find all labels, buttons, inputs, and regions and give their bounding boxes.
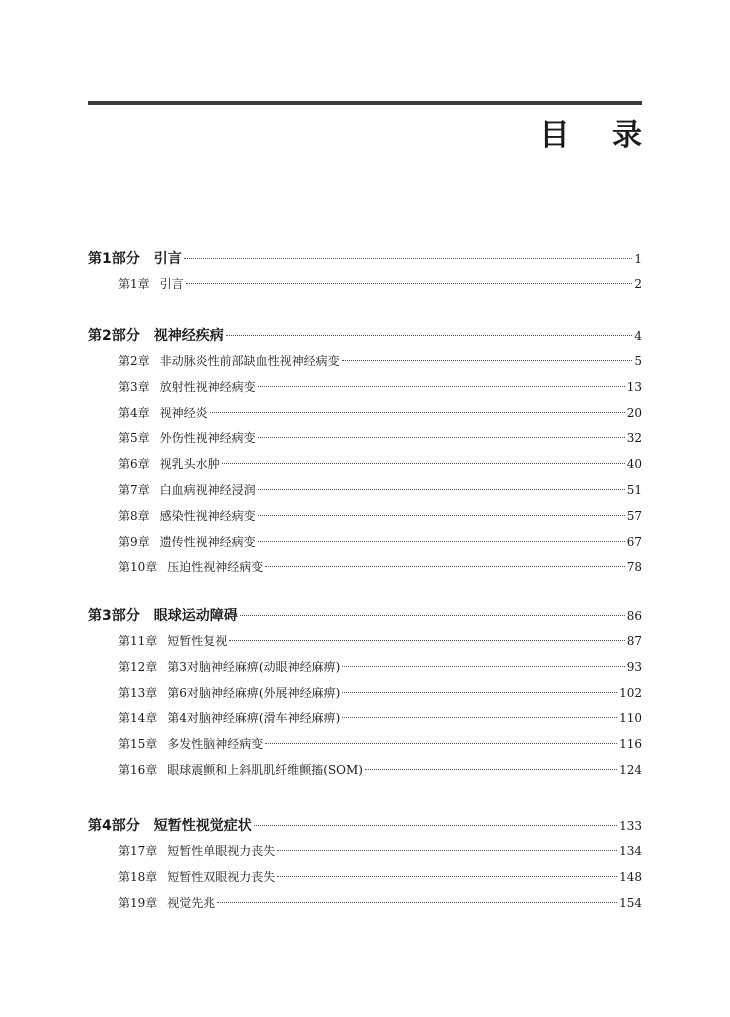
chapter-label: 第15章 xyxy=(118,737,158,752)
chapter-label: 第2章 xyxy=(118,354,150,368)
dot-leader xyxy=(184,258,633,259)
toc-chapter-row[interactable] xyxy=(118,761,642,781)
chapter-title: 视神经炎 xyxy=(159,405,208,420)
chapter-title: 放射性视神经病变 xyxy=(159,379,256,394)
toc-chapter-row[interactable] xyxy=(118,455,642,475)
chapter-label: 第3章 xyxy=(118,379,150,394)
page-title: 目 录 xyxy=(539,118,658,153)
chapter-label: 第17章 xyxy=(118,844,158,858)
part-title: 视神经疾病 xyxy=(153,328,224,344)
dot-leader xyxy=(265,566,624,567)
chapter-label: 第7章 xyxy=(118,483,150,497)
part-label: 第2部分 xyxy=(88,328,140,344)
chapter-label: 第12章 xyxy=(118,659,158,674)
chapter-label: 第5章 xyxy=(118,431,150,446)
page-number: 20 xyxy=(626,405,642,420)
page-number: 124 xyxy=(619,763,642,777)
part-label: 第1部分 xyxy=(88,251,140,267)
page-number: 5 xyxy=(634,354,642,368)
page-number: 78 xyxy=(626,560,642,575)
dot-leader xyxy=(258,489,625,490)
toc-chapter-row[interactable] xyxy=(118,632,642,652)
chapter-title: 引言 xyxy=(159,277,184,291)
chapter-title: 遗传性视神经病变 xyxy=(159,534,256,549)
chapter-title: 短暂性单眼视力丧失 xyxy=(167,844,276,858)
page-number: 4 xyxy=(634,329,642,343)
dot-leader xyxy=(342,717,617,718)
chapter-label: 第19章 xyxy=(118,895,158,910)
chapter-label: 第16章 xyxy=(118,763,158,777)
dot-leader xyxy=(342,692,617,693)
dot-leader xyxy=(342,666,624,667)
dot-leader xyxy=(258,437,625,438)
dot-leader xyxy=(258,515,625,516)
page-number: 86 xyxy=(626,609,642,623)
page-number: 1 xyxy=(634,252,642,266)
dot-leader xyxy=(277,850,617,851)
dot-leader xyxy=(365,769,617,770)
chapter-title: 外伤性视神经病变 xyxy=(159,431,256,446)
page-number: 57 xyxy=(626,508,642,523)
dot-leader xyxy=(222,463,625,464)
chapter-title: 白血病视神经浸润 xyxy=(159,483,256,497)
toc-part-row[interactable] xyxy=(88,815,642,835)
page-number: 51 xyxy=(626,483,642,497)
dot-leader xyxy=(258,541,625,542)
toc-chapter-row[interactable] xyxy=(118,352,642,372)
chapter-title: 眼球震颤和上斜肌肌纤维颤搐(SOM) xyxy=(167,763,363,777)
dot-leader xyxy=(226,335,633,336)
chapter-title: 视乳头水肿 xyxy=(159,457,220,472)
chapter-label: 第4章 xyxy=(118,405,150,420)
dot-leader xyxy=(254,825,617,826)
page-number: 2 xyxy=(634,277,642,291)
toc-chapter-row[interactable] xyxy=(118,842,642,862)
part-label: 第4部分 xyxy=(88,818,140,834)
page-number: 116 xyxy=(619,737,642,752)
page-number: 87 xyxy=(626,634,642,648)
toc-chapter-row[interactable] xyxy=(118,429,642,449)
toc-part-row[interactable] xyxy=(88,325,642,345)
chapter-label: 第14章 xyxy=(118,711,158,726)
dot-leader xyxy=(265,743,617,744)
page-number: 67 xyxy=(626,534,642,549)
chapter-title: 感染性视神经病变 xyxy=(159,508,256,523)
toc-chapter-row[interactable] xyxy=(118,658,642,678)
dot-leader xyxy=(210,412,625,413)
dot-leader xyxy=(277,876,617,877)
chapter-label: 第13章 xyxy=(118,685,158,700)
chapter-label: 第18章 xyxy=(118,869,158,884)
chapter-title: 第4对脑神经麻痹(滑车神经麻痹) xyxy=(167,711,341,726)
part-title: 短暂性视觉症状 xyxy=(153,818,252,834)
dot-leader xyxy=(258,386,625,387)
chapter-label: 第10章 xyxy=(118,560,158,575)
chapter-title: 非动脉炎性前部缺血性视神经病变 xyxy=(159,354,340,368)
toc-chapter-row[interactable] xyxy=(118,275,642,295)
part-title: 眼球运动障碍 xyxy=(153,608,238,624)
toc-chapter-row[interactable] xyxy=(118,684,642,704)
page-number: 110 xyxy=(619,711,642,726)
toc-chapter-row[interactable] xyxy=(118,709,642,729)
toc-chapter-row[interactable] xyxy=(118,894,642,914)
part-title: 引言 xyxy=(153,251,182,267)
chapter-title: 第3对脑神经麻痹(动眼神经麻痹) xyxy=(167,659,341,674)
toc-part-row[interactable] xyxy=(88,248,642,268)
dot-leader xyxy=(229,640,624,641)
dot-leader xyxy=(186,283,633,284)
toc-chapter-row[interactable] xyxy=(118,378,642,398)
page-number: 134 xyxy=(619,844,642,858)
page-number: 40 xyxy=(626,457,642,472)
chapter-title: 短暂性复视 xyxy=(167,634,228,648)
chapter-title: 第6对脑神经麻痹(外展神经麻痹) xyxy=(167,685,341,700)
toc-chapter-row[interactable] xyxy=(118,868,642,888)
page-number: 148 xyxy=(619,869,642,884)
toc-part-row[interactable] xyxy=(88,605,642,625)
chapter-label: 第11章 xyxy=(118,634,158,648)
page-number: 13 xyxy=(626,379,642,394)
chapter-title: 多发性脑神经病变 xyxy=(167,737,264,752)
chapter-label: 第1章 xyxy=(118,277,150,291)
dot-leader xyxy=(217,902,617,903)
toc-chapter-row[interactable] xyxy=(118,507,642,527)
chapter-title: 视觉先兆 xyxy=(167,895,216,910)
page-number: 32 xyxy=(626,431,642,446)
chapter-title: 压迫性视神经病变 xyxy=(167,560,264,575)
page-number: 102 xyxy=(619,685,642,700)
page-number: 133 xyxy=(619,819,642,833)
toc-chapter-row[interactable] xyxy=(118,404,642,424)
dot-leader xyxy=(342,360,633,361)
chapter-title: 短暂性双眼视力丧失 xyxy=(167,869,276,884)
chapter-label: 第8章 xyxy=(118,508,150,523)
page-number: 154 xyxy=(619,895,642,910)
dot-leader xyxy=(240,615,625,616)
chapter-label: 第6章 xyxy=(118,457,150,472)
chapter-label: 第9章 xyxy=(118,534,150,549)
part-label: 第3部分 xyxy=(88,608,140,624)
toc-chapter-row[interactable] xyxy=(118,558,642,578)
toc-chapter-row[interactable] xyxy=(118,735,642,755)
toc-chapter-row[interactable] xyxy=(118,481,642,501)
toc-chapter-row[interactable] xyxy=(118,533,642,553)
page-number: 93 xyxy=(626,659,642,674)
